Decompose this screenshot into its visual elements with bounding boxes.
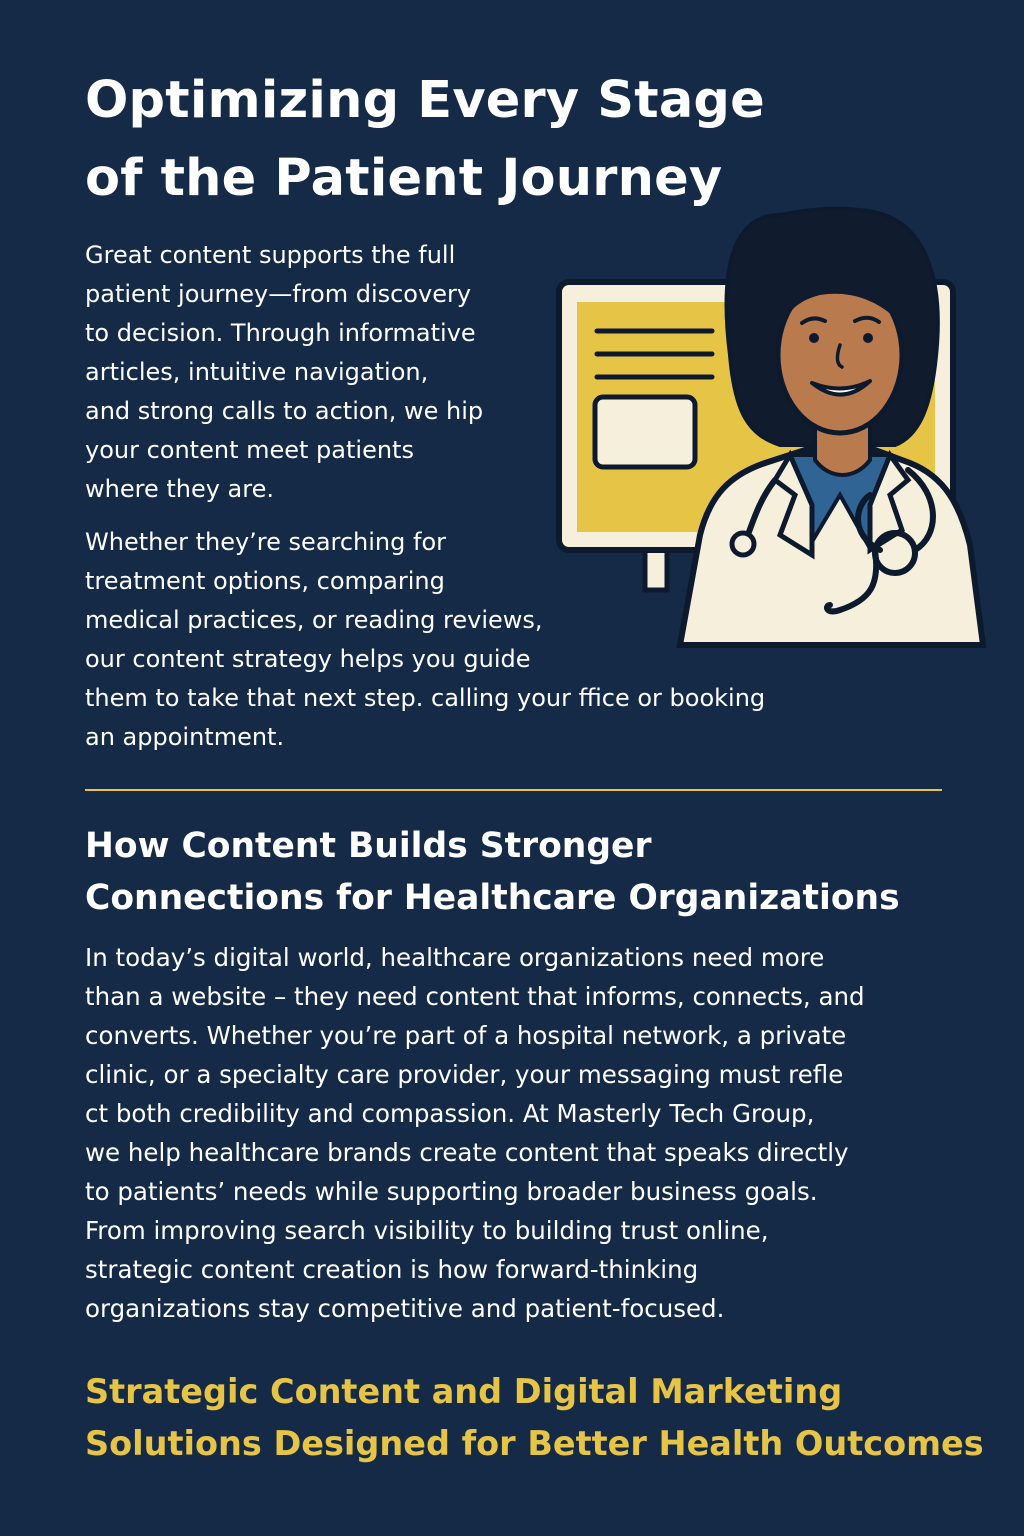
text-line: to decision. Through informative [85, 319, 476, 347]
text-line: an appointment. [85, 723, 285, 751]
heading-line: Connections for Healthcare Organizations [85, 878, 900, 918]
text-line: them to take that next step. calling your ffice or booking [85, 684, 766, 712]
text-line: converts. Whether you’re part of a hospital network, a private [85, 1021, 847, 1050]
section-divider [85, 789, 942, 791]
tagline-line: Solutions Designed for Better Health Outcomes [85, 1424, 984, 1463]
text-line: strategic content creation is how forward-thinking [85, 1255, 699, 1284]
text-line: Great content supports the full [85, 241, 456, 269]
section-body [85, 938, 865, 1328]
text-line: clinic, or a specialty care provider, your messaging must refle [85, 1060, 844, 1089]
title-line: Optimizing Every Stage [85, 71, 765, 130]
text-line: where they are. [85, 475, 274, 503]
text-line: our content strategy helps you guide [85, 645, 531, 673]
text-line: Whether they’re searching for [85, 528, 447, 556]
text-line: your content meet patients [85, 436, 414, 464]
stethoscope-chest-piece [732, 533, 754, 555]
intro-paragraph [85, 236, 483, 509]
tagline-line: Strategic Content and Digital Marketing [85, 1372, 843, 1411]
text-line: treatment options, comparing [85, 567, 445, 595]
doctor-with-stethoscope-icon [550, 205, 990, 650]
text-line: organizations stay competitive and patient-focused. [85, 1294, 725, 1323]
text-line: In today’s digital world, healthcare organizations need more [85, 943, 825, 972]
text-line: ct both credibility and compassion. At Masterly Tech Group, [85, 1099, 815, 1128]
text-line: and strong calls to action, we hip [85, 397, 484, 425]
text-line: medical practices, or reading reviews, [85, 606, 543, 634]
title-line: of the Patient Journey [85, 149, 723, 208]
text-line: articles, intuitive navigation, [85, 358, 429, 386]
eye [863, 333, 873, 343]
text-line: to patients’ needs while supporting broader business goals. [85, 1177, 818, 1206]
heading-line: How Content Builds Stronger [85, 826, 652, 866]
doctor-illustration [550, 205, 990, 650]
text-line: we help healthcare brands create content that speaks directly [85, 1138, 849, 1167]
monitor-stand [645, 550, 667, 590]
text-line: than a website – they need content that informs, connects, and [85, 982, 865, 1011]
section-heading [85, 820, 900, 924]
page-title [85, 62, 965, 218]
text-line: patient journey—from discovery [85, 280, 472, 308]
tagline [85, 1366, 984, 1470]
text-line: From improving search visibility to building trust online, [85, 1216, 769, 1245]
eye [809, 333, 819, 343]
screen-card [595, 397, 695, 467]
